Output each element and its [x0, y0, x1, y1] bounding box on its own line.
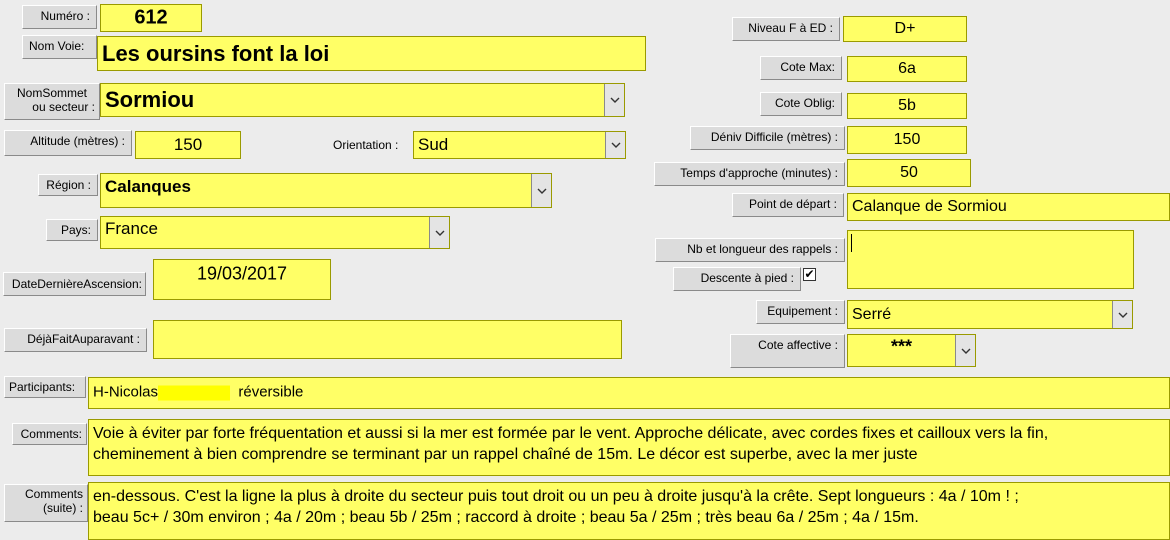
label-nom-sommet-line2: ou secteur : [32, 100, 95, 114]
label-rappels: Nb et longueur des rappels : [655, 238, 845, 262]
equipement-dropdown-button[interactable] [1112, 301, 1132, 328]
chevron-down-icon [610, 97, 620, 103]
participants-extra: réversible [238, 383, 304, 401]
cote-max-value: 6a [898, 60, 916, 77]
deniv-value: 150 [893, 131, 921, 148]
orientation-combo[interactable] [413, 131, 626, 159]
cote-affective-dropdown-button[interactable] [955, 335, 975, 366]
nom-sommet-dropdown-button[interactable] [604, 84, 624, 116]
label-orientation: Orientation : [333, 138, 399, 152]
chevron-down-icon [961, 348, 971, 354]
label-point-depart: Point de départ : [732, 193, 844, 217]
region-combo[interactable] [100, 173, 552, 208]
nom-voie-value: Les oursins font la loi [102, 40, 330, 66]
cote-affective-combo[interactable] [847, 334, 976, 367]
label-comments-suite-line1: Comments [24, 487, 83, 501]
chevron-down-icon [1118, 312, 1128, 318]
participants-name: H-Nicolas [93, 383, 159, 401]
label-niveau: Niveau F à ED : [732, 17, 840, 41]
rappels-caret [851, 234, 852, 252]
equipement-combo[interactable] [847, 300, 1133, 329]
cote-oblig-value: 5b [898, 97, 916, 114]
comments-field[interactable] [88, 419, 1170, 476]
label-nom-sommet [4, 83, 100, 120]
label-comments-suite [4, 484, 88, 522]
label-participants: Participants: [4, 376, 86, 398]
comments-suite-line-2: beau 5c+ / 30m environ ; 4a / 20m ; beau 5b / 25m ; raccord à droite ; beau 5a / 25m ; très beau 6a / 25m ; 4a / 15m. [93, 509, 919, 526]
label-nom-voie: Nom Voie: [22, 35, 97, 59]
region-value: Calanques [105, 177, 191, 196]
chevron-down-icon [537, 188, 547, 194]
orientation-dropdown-button[interactable] [605, 132, 625, 158]
orientation-value: Sud [418, 135, 449, 154]
numero-value: 612 [134, 6, 168, 29]
altitude-value: 150 [173, 135, 203, 154]
label-cote-oblig: Cote Oblig: [760, 92, 842, 116]
chevron-down-icon [435, 230, 445, 236]
descente-checkbox[interactable] [803, 268, 816, 281]
cote-affective-value: *** [890, 336, 912, 357]
label-region: Région : [38, 174, 98, 196]
label-deja-fait: DéjàFaitAuparavant : [4, 328, 147, 352]
date-derniere-field[interactable] [153, 259, 331, 300]
pays-combo[interactable] [100, 216, 450, 249]
nom-voie-field[interactable] [97, 36, 646, 71]
pays-dropdown-button[interactable] [429, 217, 449, 248]
label-deniv: Déniv Difficile (mètres) : [690, 126, 845, 150]
label-comments-suite-line2: (suite) : [42, 501, 83, 515]
chevron-down-icon [611, 142, 621, 148]
cote-oblig-field[interactable] [847, 93, 967, 119]
altitude-field[interactable] [135, 131, 241, 159]
point-depart-value: Calanque de Sormiou [852, 198, 1007, 215]
temps-approche-field[interactable] [847, 159, 971, 187]
participants-value [93, 384, 1165, 401]
comments-suite-field[interactable] [88, 482, 1170, 540]
label-temps-approche: Temps d'approche (minutes) : [654, 162, 845, 186]
checkmark-icon: ✔ [804, 267, 815, 281]
temps-approche-value: 50 [900, 164, 918, 181]
label-equipement: Equipement : [756, 300, 845, 324]
label-cote-max: Cote Max: [760, 56, 842, 80]
date-derniere-value: 19/03/2017 [196, 263, 288, 284]
label-numero: Numéro : [22, 5, 97, 29]
point-depart-field[interactable] [847, 193, 1170, 221]
comments-line-2: cheminement à bien comprendre se terminant par un rappel chaîné de 15m. Le décor est superbe, avec la mer juste [93, 446, 918, 463]
region-dropdown-button[interactable] [531, 174, 551, 207]
label-nom-sommet-line1: NomSommet [16, 86, 87, 100]
pays-value: France [105, 219, 158, 238]
label-descente: Descente à pied : [673, 267, 801, 291]
comments-suite-line-1: en-dessous. C'est la ligne la plus à droite du secteur puis tout droit ou un peu à droite jusqu'à la crête. Sept longueurs : 4a / 10m ! ; [93, 488, 1019, 505]
participants-field[interactable] [88, 377, 1170, 409]
label-comments: Comments: [12, 423, 87, 445]
comments-line-1: Voie à éviter par forte fréquentation et aussi si la mer est formée par le vent. Approche délicate, avec cordes fixes et cailloux vers la fin, [93, 425, 1049, 442]
niveau-field[interactable] [843, 16, 967, 42]
numero-field[interactable] [100, 4, 202, 32]
deniv-field[interactable] [847, 126, 967, 154]
niveau-value: D+ [894, 20, 916, 37]
nom-sommet-value: Sormiou [105, 87, 195, 112]
cote-max-field[interactable] [847, 56, 967, 82]
label-date-derniere: DateDernièreAscension: [3, 272, 146, 296]
equipement-value: Serré [852, 305, 892, 323]
label-altitude: Altitude (mètres) : [4, 130, 132, 156]
label-cote-affective: Cote affective : [730, 334, 845, 368]
redaction-bar [158, 385, 230, 400]
rappels-field[interactable] [847, 230, 1134, 289]
label-pays: Pays: [46, 219, 98, 241]
nom-sommet-combo[interactable] [100, 83, 625, 117]
deja-fait-field[interactable] [153, 320, 622, 359]
